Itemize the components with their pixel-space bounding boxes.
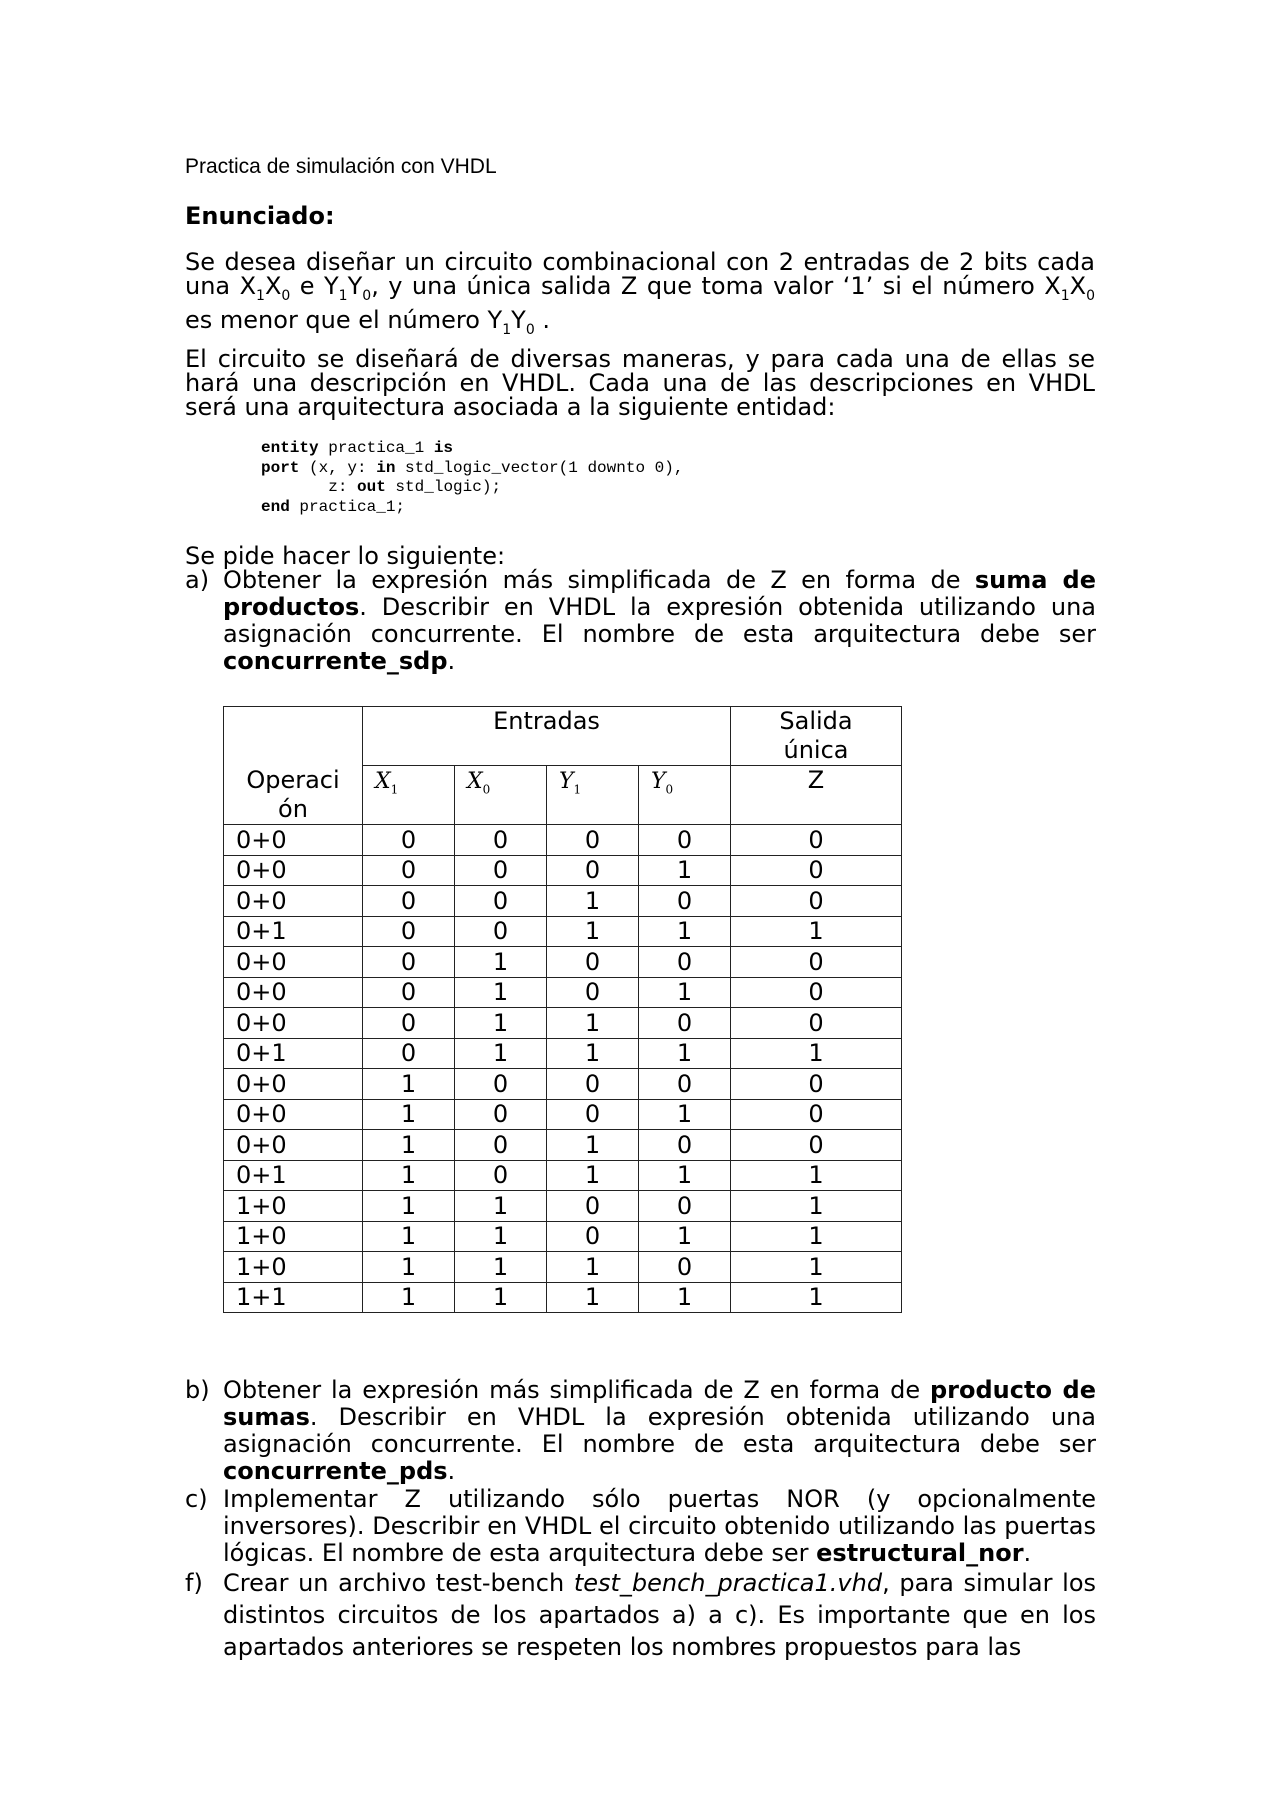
cell-input: 0 bbox=[639, 1130, 731, 1161]
cell-input: 0 bbox=[547, 825, 639, 856]
cell-input: 0 bbox=[363, 886, 455, 917]
cell-input: 1 bbox=[455, 1191, 547, 1222]
cell-input: 0 bbox=[547, 977, 639, 1008]
table-row bbox=[224, 1099, 902, 1130]
cell-input: 1 bbox=[639, 855, 731, 886]
cell-input: 0 bbox=[547, 1099, 639, 1130]
cell-input: 1 bbox=[455, 1221, 547, 1252]
paragraph-description: El circuito se diseñará de diversas maneras, y para cada una de ellas se hará una descripción en VHDL. Cada una de las descripciones en VHDL será una arquitectura asociada a la siguiente entidad: bbox=[185, 345, 1095, 421]
cell-input: 0 bbox=[455, 916, 547, 947]
cell-input: 0 bbox=[363, 977, 455, 1008]
cell-input: 1 bbox=[547, 1038, 639, 1069]
table-row bbox=[224, 1160, 902, 1191]
cell-input: 0 bbox=[455, 886, 547, 917]
table-row bbox=[224, 1008, 902, 1039]
table-row bbox=[224, 947, 902, 978]
cell-output: 0 bbox=[731, 1069, 902, 1100]
cell-operation: 0+0 bbox=[224, 977, 363, 1008]
cell-output: 0 bbox=[731, 1008, 902, 1039]
cell-output: 1 bbox=[731, 1160, 902, 1191]
table-row bbox=[224, 1252, 902, 1283]
cell-output: 0 bbox=[731, 855, 902, 886]
table-header-operation: Operaci ón bbox=[224, 707, 363, 825]
cell-input: 1 bbox=[639, 977, 731, 1008]
paragraph-statement: Se desea diseñar un circuito combinacional con 2 entradas de 2 bits cada una $X_1X_0$ e $Y_1Y_0$, y una única salida Z que toma valor ‘1’ si el número $X_1X_0$ es menor que el número $Y_1Y_0$ . bbox=[185, 248, 1095, 338]
task-label: c) bbox=[185, 1485, 208, 1513]
cell-input: 0 bbox=[455, 1069, 547, 1100]
cell-output: 1 bbox=[731, 1252, 902, 1283]
cell-operation: 0+0 bbox=[224, 1099, 363, 1130]
cell-operation: 0+0 bbox=[224, 886, 363, 917]
cell-output: 0 bbox=[731, 977, 902, 1008]
table-row bbox=[224, 1282, 902, 1313]
task-label: a) bbox=[185, 566, 210, 594]
cell-input: 0 bbox=[363, 916, 455, 947]
table-row bbox=[224, 1038, 902, 1069]
table-row bbox=[224, 1221, 902, 1252]
cell-input: 1 bbox=[455, 1252, 547, 1283]
cell-input: 0 bbox=[639, 1069, 731, 1100]
cell-operation: 0+1 bbox=[224, 916, 363, 947]
task-item-a: a) Obtener la expresión más simplificada de Z en forma de suma de productos. Describir en VHDL la expresión obtenida utilizando una asignación concurrente. El nombre de esta arquitectura debe ser concurrente_sdp. bbox=[185, 566, 1096, 675]
cell-input: 0 bbox=[547, 1191, 639, 1222]
cell-input: 1 bbox=[639, 1038, 731, 1069]
cell-input: 0 bbox=[547, 1069, 639, 1100]
cell-input: 0 bbox=[547, 947, 639, 978]
cell-input: 1 bbox=[547, 1160, 639, 1191]
cell-input: 1 bbox=[363, 1099, 455, 1130]
cell-input: 1 bbox=[547, 1130, 639, 1161]
cell-input: 0 bbox=[639, 825, 731, 856]
task-label: b) bbox=[185, 1376, 210, 1404]
table-row bbox=[224, 1191, 902, 1222]
cell-input: 1 bbox=[547, 886, 639, 917]
cell-output: 1 bbox=[731, 1038, 902, 1069]
cell-input: 1 bbox=[639, 1282, 731, 1313]
table-header-x0: $X_0$ bbox=[455, 766, 547, 825]
cell-input: 1 bbox=[363, 1221, 455, 1252]
cell-operation: 0+0 bbox=[224, 855, 363, 886]
cell-input: 0 bbox=[455, 1099, 547, 1130]
table-header-output: Salida única bbox=[731, 707, 902, 766]
cell-input: 1 bbox=[363, 1160, 455, 1191]
truth-table bbox=[223, 706, 902, 1313]
table-header-inputs: Entradas bbox=[363, 707, 731, 766]
task-intro: Se pide hacer lo siguiente: bbox=[185, 542, 506, 570]
cell-input: 0 bbox=[455, 1130, 547, 1161]
cell-input: 1 bbox=[455, 977, 547, 1008]
task-label: f) bbox=[185, 1569, 203, 1597]
cell-input: 1 bbox=[547, 1282, 639, 1313]
cell-input: 0 bbox=[363, 1008, 455, 1039]
cell-operation: 0+0 bbox=[224, 947, 363, 978]
cell-output: 1 bbox=[731, 1191, 902, 1222]
cell-input: 1 bbox=[547, 1252, 639, 1283]
cell-operation: 0+1 bbox=[224, 1160, 363, 1191]
cell-operation: 0+0 bbox=[224, 1130, 363, 1161]
cell-input: 1 bbox=[455, 1038, 547, 1069]
cell-output: 1 bbox=[731, 1282, 902, 1313]
cell-input: 0 bbox=[639, 1191, 731, 1222]
cell-operation: 1+0 bbox=[224, 1252, 363, 1283]
cell-input: 0 bbox=[639, 886, 731, 917]
cell-input: 0 bbox=[455, 825, 547, 856]
cell-output: 0 bbox=[731, 886, 902, 917]
cell-input: 0 bbox=[455, 1160, 547, 1191]
table-header-y0: $Y_0$ bbox=[639, 766, 731, 825]
cell-input: 0 bbox=[363, 825, 455, 856]
cell-input: 0 bbox=[639, 1008, 731, 1039]
cell-input: 1 bbox=[639, 1160, 731, 1191]
page-header-title: Practica de simulación con VHDL bbox=[185, 155, 497, 178]
cell-input: 1 bbox=[639, 1221, 731, 1252]
cell-operation: 0+0 bbox=[224, 1069, 363, 1100]
table-row bbox=[224, 1130, 902, 1161]
table-header-z: Z bbox=[731, 766, 902, 825]
cell-output: 0 bbox=[731, 825, 902, 856]
cell-input: 1 bbox=[547, 1008, 639, 1039]
cell-input: 0 bbox=[639, 947, 731, 978]
cell-input: 0 bbox=[363, 1038, 455, 1069]
table-row bbox=[224, 825, 902, 856]
task-item-f: f) Crear un archivo test-bench test_bench_practica1.vhd, para simular los distintos circuitos de los apartados a) a c). Es importante que en los apartados anteriores se respeten los nombres propuestos para las bbox=[185, 1569, 1096, 1661]
cell-operation: 0+0 bbox=[224, 825, 363, 856]
table-row bbox=[224, 886, 902, 917]
table-row bbox=[224, 916, 902, 947]
cell-input: 1 bbox=[639, 1099, 731, 1130]
vhdl-entity-code: entity practica_1 is port (x, y: in std_logic_vector(1 downto 0), z: out std_logic); end practica_1; bbox=[261, 439, 684, 516]
cell-input: 0 bbox=[363, 947, 455, 978]
cell-input: 1 bbox=[363, 1191, 455, 1222]
cell-output: 0 bbox=[731, 947, 902, 978]
cell-input: 1 bbox=[547, 916, 639, 947]
cell-input: 1 bbox=[455, 1282, 547, 1313]
cell-input: 0 bbox=[639, 1252, 731, 1283]
cell-input: 0 bbox=[547, 1221, 639, 1252]
section-heading: Enunciado: bbox=[185, 202, 335, 230]
table-row bbox=[224, 855, 902, 886]
cell-operation: 1+1 bbox=[224, 1282, 363, 1313]
table-header-y1: $Y_1$ bbox=[547, 766, 639, 825]
cell-input: 1 bbox=[363, 1282, 455, 1313]
cell-output: 0 bbox=[731, 1099, 902, 1130]
table-row bbox=[224, 1069, 902, 1100]
cell-output: 1 bbox=[731, 1221, 902, 1252]
cell-input: 0 bbox=[455, 855, 547, 886]
table-header-x1: $X_1$ bbox=[363, 766, 455, 825]
cell-input: 0 bbox=[363, 855, 455, 886]
cell-operation: 1+0 bbox=[224, 1221, 363, 1252]
table-row bbox=[224, 977, 902, 1008]
cell-operation: 0+1 bbox=[224, 1038, 363, 1069]
task-item-b: b) Obtener la expresión más simplificada de Z en forma de producto de sumas. Describir en VHDL la expresión obtenida utilizando una asignación concurrente. El nombre de esta arquitectura debe ser concurrente_pds. bbox=[185, 1376, 1096, 1485]
cell-input: 1 bbox=[455, 947, 547, 978]
cell-output: 0 bbox=[731, 1130, 902, 1161]
cell-operation: 0+0 bbox=[224, 1008, 363, 1039]
cell-output: 1 bbox=[731, 916, 902, 947]
cell-input: 1 bbox=[363, 1069, 455, 1100]
cell-input: 1 bbox=[363, 1252, 455, 1283]
cell-input: 1 bbox=[363, 1130, 455, 1161]
cell-input: 1 bbox=[455, 1008, 547, 1039]
truth-table-body bbox=[224, 825, 902, 1313]
cell-input: 1 bbox=[639, 916, 731, 947]
task-item-c: c) Implementar Z utilizando sólo puertas NOR (y opcionalmente inversores). Describir en VHDL el circuito obtenido utilizando las puertas lógicas. El nombre de esta arquitectura debe ser estructural_nor. bbox=[185, 1485, 1096, 1567]
cell-operation: 1+0 bbox=[224, 1191, 363, 1222]
cell-input: 0 bbox=[547, 855, 639, 886]
